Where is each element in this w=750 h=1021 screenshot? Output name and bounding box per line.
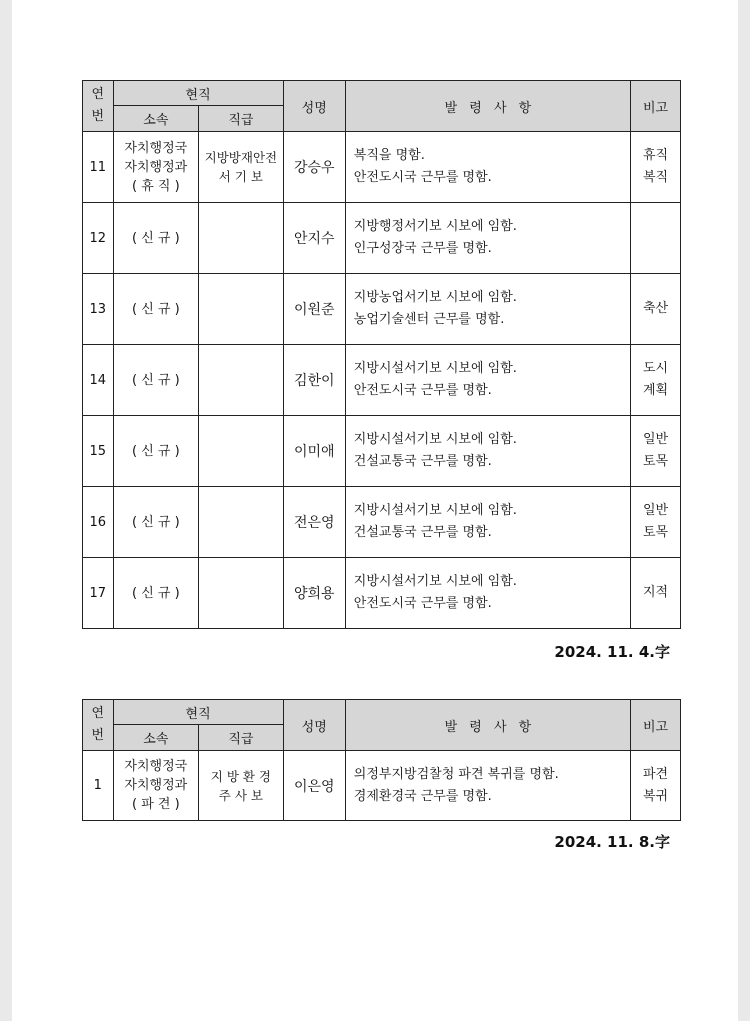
- orders-cell: [345, 487, 630, 558]
- person-name: 김한이: [283, 345, 345, 416]
- orders-cell: [345, 558, 630, 629]
- remark-cell: [631, 558, 681, 629]
- orders-cell-line: 복직을 명함.: [353, 148, 425, 163]
- orders-cell-line: 농업기술센터 근무를 명함.: [353, 312, 505, 327]
- remark-cell-line: 파견: [642, 766, 669, 782]
- orders-cell-line: 의정부지방검찰청 파견 복귀를 명함.: [353, 766, 559, 782]
- affiliation-cell-line: ( 신 규 ): [131, 230, 180, 246]
- affiliation-cell-line: 자치행정국: [124, 140, 188, 156]
- header-affiliation: 소속: [113, 725, 199, 751]
- orders-cell-line: 안전도시국 근무를 명함.: [353, 170, 492, 185]
- affiliation-cell-line: ( 신 규 ): [131, 301, 180, 317]
- affiliation-cell: [113, 487, 199, 558]
- affiliation-cell: [113, 345, 199, 416]
- orders-cell-line: 인구성장국 근무를 명함.: [353, 241, 492, 256]
- grade-cell: [199, 416, 284, 487]
- person-name: 강승우: [283, 132, 345, 203]
- orders-cell-line: 지방농업서기보 시보에 임함.: [353, 290, 517, 305]
- orders-cell-line: 지방시설서기보 시보에 임함.: [353, 432, 517, 447]
- affiliation-cell: [113, 416, 199, 487]
- affiliation-cell: [113, 558, 199, 629]
- personnel-table-2: [82, 699, 681, 821]
- serial-number: 15: [83, 416, 114, 487]
- remark-cell-line: 계획: [642, 383, 669, 398]
- serial-number: 16: [83, 487, 114, 558]
- remark-cell-line: 복귀: [642, 788, 669, 804]
- affiliation-cell-line: ( 휴 직 ): [131, 178, 180, 194]
- orders-cell: [345, 274, 630, 345]
- table-row: [83, 416, 681, 487]
- grade-cell-line: 지방방재안전: [204, 150, 278, 165]
- serial-number: 1: [83, 751, 114, 821]
- serial-number: 11: [83, 132, 114, 203]
- orders-cell-line: 건설교통국 근무를 명함.: [353, 454, 492, 469]
- affiliation-cell: [113, 274, 199, 345]
- header-serial: 연 번: [83, 700, 114, 751]
- remark-cell-line: 도시: [642, 361, 669, 376]
- table-row: [83, 558, 681, 629]
- grade-cell: [199, 132, 284, 203]
- grade-cell: [199, 203, 284, 274]
- table-row: [83, 487, 681, 558]
- remark-cell: [631, 132, 681, 203]
- header-serial: 연 번: [83, 81, 114, 132]
- serial-number: 17: [83, 558, 114, 629]
- person-name: 이미애: [283, 416, 345, 487]
- affiliation-cell-line: 자치행정국: [124, 759, 188, 774]
- affiliation-cell-line: ( 신 규 ): [131, 514, 180, 530]
- remark-cell: [631, 751, 681, 821]
- grade-cell: [199, 487, 284, 558]
- grade-cell: [199, 751, 284, 821]
- orders-cell: [345, 416, 630, 487]
- table-row: [83, 345, 681, 416]
- remark-cell-line: 토목: [642, 525, 669, 540]
- personnel-table-1: [82, 80, 681, 629]
- remark-cell-line: 일반: [642, 503, 669, 518]
- grade-cell-line: 지 방 환 경: [210, 768, 271, 784]
- orders-cell-line: 지방시설서기보 시보에 임함.: [353, 574, 517, 589]
- affiliation-cell-line: ( 신 규 ): [131, 372, 180, 388]
- affiliation-cell: [113, 203, 199, 274]
- person-name: 이은영: [283, 751, 345, 821]
- header-orders: 발 령 사 항: [345, 81, 630, 132]
- document-page: [12, 0, 738, 1021]
- orders-cell: [345, 751, 630, 821]
- remark-cell-line: 지적: [642, 585, 669, 600]
- orders-cell-line: 경제환경국 근무를 명함.: [353, 788, 492, 804]
- remark-cell-line: 복직: [642, 170, 669, 185]
- header-current: 현직: [113, 81, 283, 106]
- orders-cell-line: 지방시설서기보 시보에 임함.: [353, 361, 517, 376]
- affiliation-cell-line: ( 신 규 ): [131, 443, 180, 459]
- header-current: 현직: [113, 700, 283, 725]
- grade-cell: [199, 558, 284, 629]
- remark-cell-line: 휴직: [642, 148, 669, 163]
- orders-cell: [345, 345, 630, 416]
- grade-cell: [199, 345, 284, 416]
- remark-cell: [631, 274, 681, 345]
- table-row: [83, 132, 681, 203]
- affiliation-cell: [113, 132, 199, 203]
- remark-cell: [631, 345, 681, 416]
- orders-cell-line: 건설교통국 근무를 명함.: [353, 525, 492, 540]
- affiliation-cell-line: 자치행정과: [124, 778, 188, 793]
- orders-cell-line: 지방시설서기보 시보에 임함.: [353, 503, 517, 518]
- header-name: 성명: [283, 81, 345, 132]
- person-name: 양희용: [283, 558, 345, 629]
- serial-number: 13: [83, 274, 114, 345]
- table-row: [83, 274, 681, 345]
- header-remarks: 비고: [631, 700, 681, 751]
- serial-number: 14: [83, 345, 114, 416]
- person-name: 전은영: [283, 487, 345, 558]
- issue-date-1: 2024. 11. 4.字: [554, 643, 670, 661]
- affiliation-cell-line: ( 신 규 ): [131, 585, 180, 601]
- remark-cell: [631, 203, 681, 274]
- issue-date-2: 2024. 11. 8.字: [554, 833, 670, 851]
- orders-cell: [345, 203, 630, 274]
- header-name: 성명: [283, 700, 345, 751]
- person-name: 안지수: [283, 203, 345, 274]
- orders-cell-line: 지방행정서기보 시보에 임함.: [353, 219, 517, 234]
- remark-cell-line: 토목: [642, 454, 669, 469]
- header-orders: 발 령 사 항: [345, 700, 630, 751]
- orders-cell: [345, 132, 630, 203]
- orders-cell-line: 안전도시국 근무를 명함.: [353, 596, 492, 611]
- remark-cell-line: 일반: [642, 432, 669, 447]
- remark-cell: [631, 416, 681, 487]
- orders-cell-line: 안전도시국 근무를 명함.: [353, 383, 492, 398]
- header-grade: 직급: [199, 106, 284, 132]
- serial-number: 12: [83, 203, 114, 274]
- remark-cell-line: 축산: [642, 301, 669, 316]
- remark-cell: [631, 487, 681, 558]
- affiliation-cell-line: 자치행정과: [124, 159, 188, 175]
- grade-cell: [199, 274, 284, 345]
- grade-cell-line: 주 사 보: [218, 787, 263, 803]
- table-row: [83, 751, 681, 821]
- header-grade: 직급: [199, 725, 284, 751]
- affiliation-cell: [113, 751, 199, 821]
- person-name: 이원준: [283, 274, 345, 345]
- affiliation-cell-line: ( 파 견 ): [131, 797, 180, 812]
- header-remarks: 비고: [631, 81, 681, 132]
- table-row: [83, 203, 681, 274]
- grade-cell-line: 서 기 보: [218, 169, 263, 184]
- header-affiliation: 소속: [113, 106, 199, 132]
